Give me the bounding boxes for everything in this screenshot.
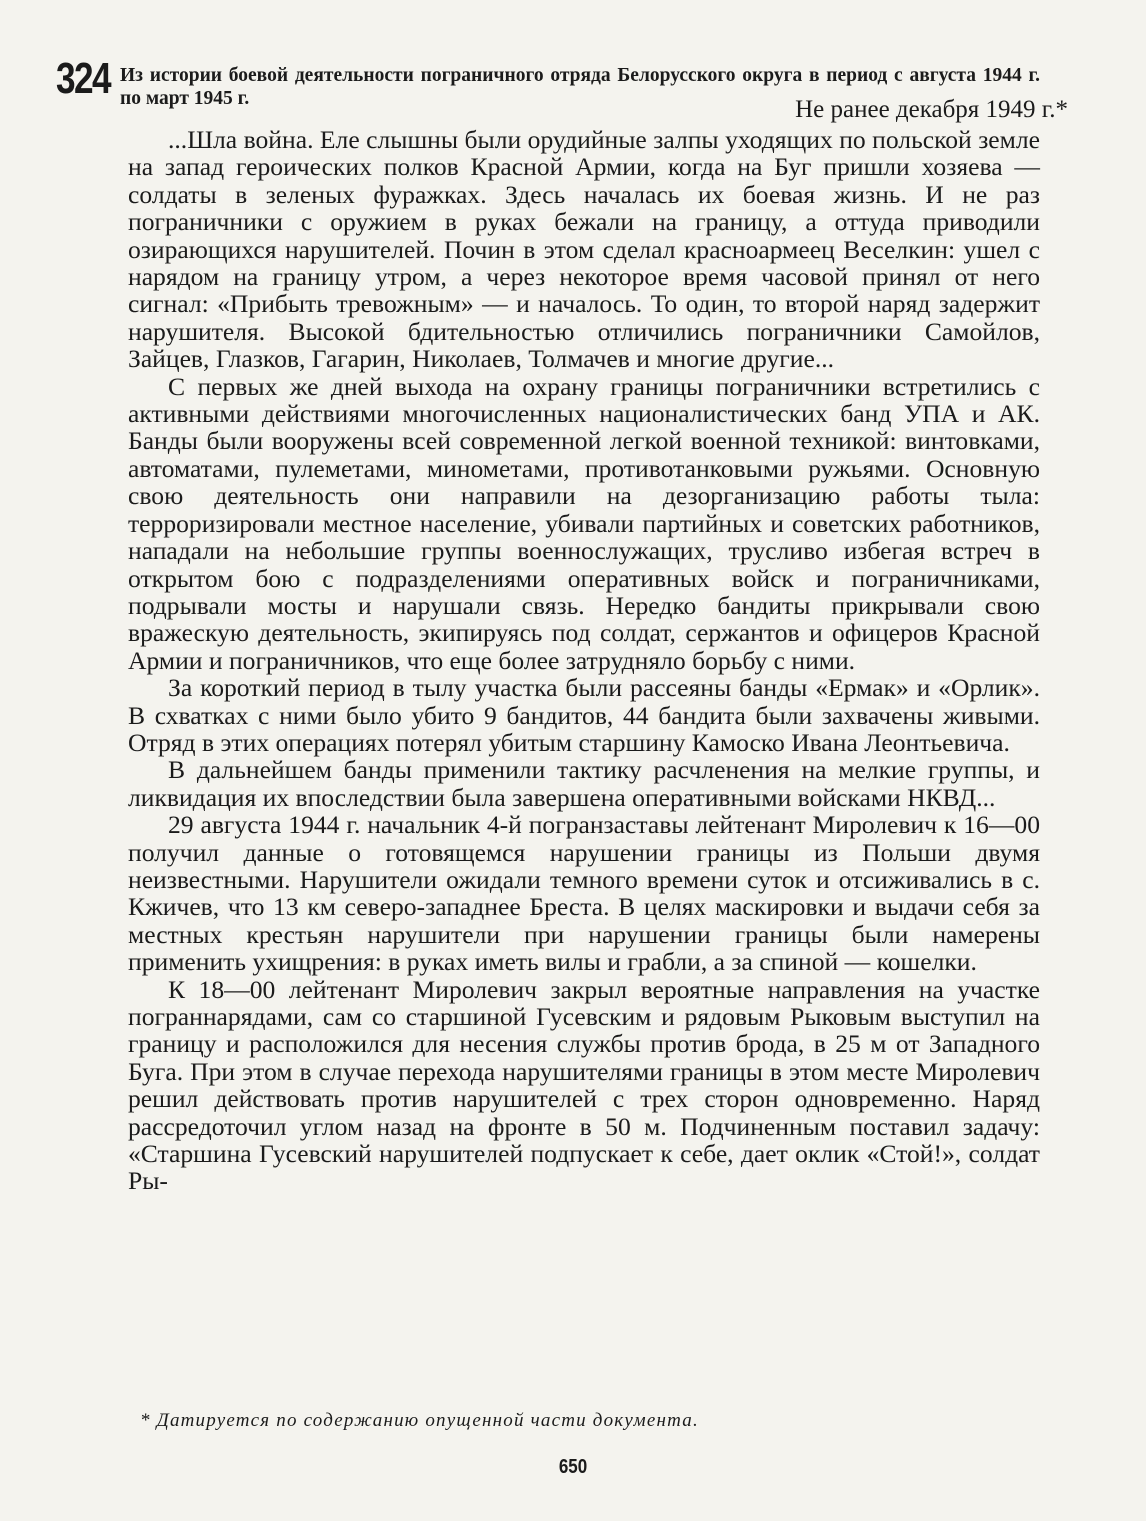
paragraph-4: В дальнейшем банды применили тактику расчленения на мелкие группы, и ликвидация их впоследствии была завершена оперативными войсками НКВД... [128,755,1040,812]
paragraph-6: К 18—00 лейтенант Миролевич закрыл вероятные направления на участке пограннарядами, сам со старшиной Гусевским и рядовым Рыковым выступил на границу и расположился для несения службы против брода, в 25 м от Западного Буга. При этом в случае перехода нарушителями границы в этом месте Миролевич решил действовать против нарушителей с трех сторон одновременно. Наряд рассредоточил углом назад на фронте в 50 м. Подчиненным поставил задачу: «Старшина Гусевский нарушителей подпускает к себе, дает оклик «Стой!», солдат Ры- [128,974,1040,1196]
paragraph-1: ...Шла война. Еле слышны были орудийные залпы уходящих по польской земле на запад героических полков Красной Армии, когда на Буг пришли хозяева — солдаты в зеленых фуражках. Здесь началась их боевая жизнь. И не раз пограничники с оружием в руках бежали на границу, а оттуда приводили озирающихся нарушителей. Почин в этом сделал красноармеец Веселкин: ушел с нарядом на границу утром, а через некоторое время часовой принял от него сигнал: «Прибыть тревожным» — и началось. То один, то второй наряд задержит нарушителя. Высокой бдительностью отличились пограничники Самойлов, Зайцев, Глазков, Гагарин, Николаев, Толмачев и многие другие... [128,125,1040,374]
paragraph-3: За короткий период в тылу участка были рассеяны банды «Ермак» и «Орлик». В схватках с ними было убито 9 бандитов, 44 бандита были захвачены живыми. Отряд в этих операциях потерял убитым старшину Камоско Ивана Леонтьевича. [128,673,1040,757]
paragraph-5: 29 августа 1944 г. начальник 4-й погранзаставы лейтенант Миролевич к 16—00 получил данные о готовящемся нарушении границы из Польши двумя неизвестными. Нарушители ожидали темного времени суток и отсиживались в с. Кжичев, что 13 км северо-западнее Бреста. В целях маскировки и выдачи себя за местных крестьян нарушители при нарушении границы были намерены применить ухищрения: в руках иметь вилы и грабли, а за спиной — кошелки. [128,810,1040,977]
document-date: Не ранее декабря 1949 г.* [795,96,1068,123]
document-title: Из истории боевой деятельности пограничного отряда Белорусского округа в период с августа 1944 г. по март 1945 г. [120,65,1040,109]
page-number: 650 [558,1456,588,1478]
document-number: 324 [56,54,110,103]
paragraph-2: С первых же дней выхода на охрану границы пограничники встретились с активными действиями многочисленных националистических банд УПА и АК. Банды были вооружены всей современной легкой военной техникой: винтовками, автоматами, пулеметами, минометами, противотанковыми ружьями. Основную свою деятельность они направили на дезорганизацию работы тыла: терроризировали местное население, убивали партийных и советских работников, нападали на небольшие группы военнослужащих, трусливо избегая встреч в открытом бою с подразделениями оперативных войск и пограничниками, подрывали мосты и нарушали связь. Нередко бандиты прикрывали свою вражескую деятельность, экипируясь под солдат, сержантов и офицеров Красной Армии и пограничников, что еще более затрудняло борьбу с ними. [128,371,1040,675]
document-body [128,126,1040,1195]
footnote: * Датируется по содержанию опущенной части документа. [140,1410,699,1431]
